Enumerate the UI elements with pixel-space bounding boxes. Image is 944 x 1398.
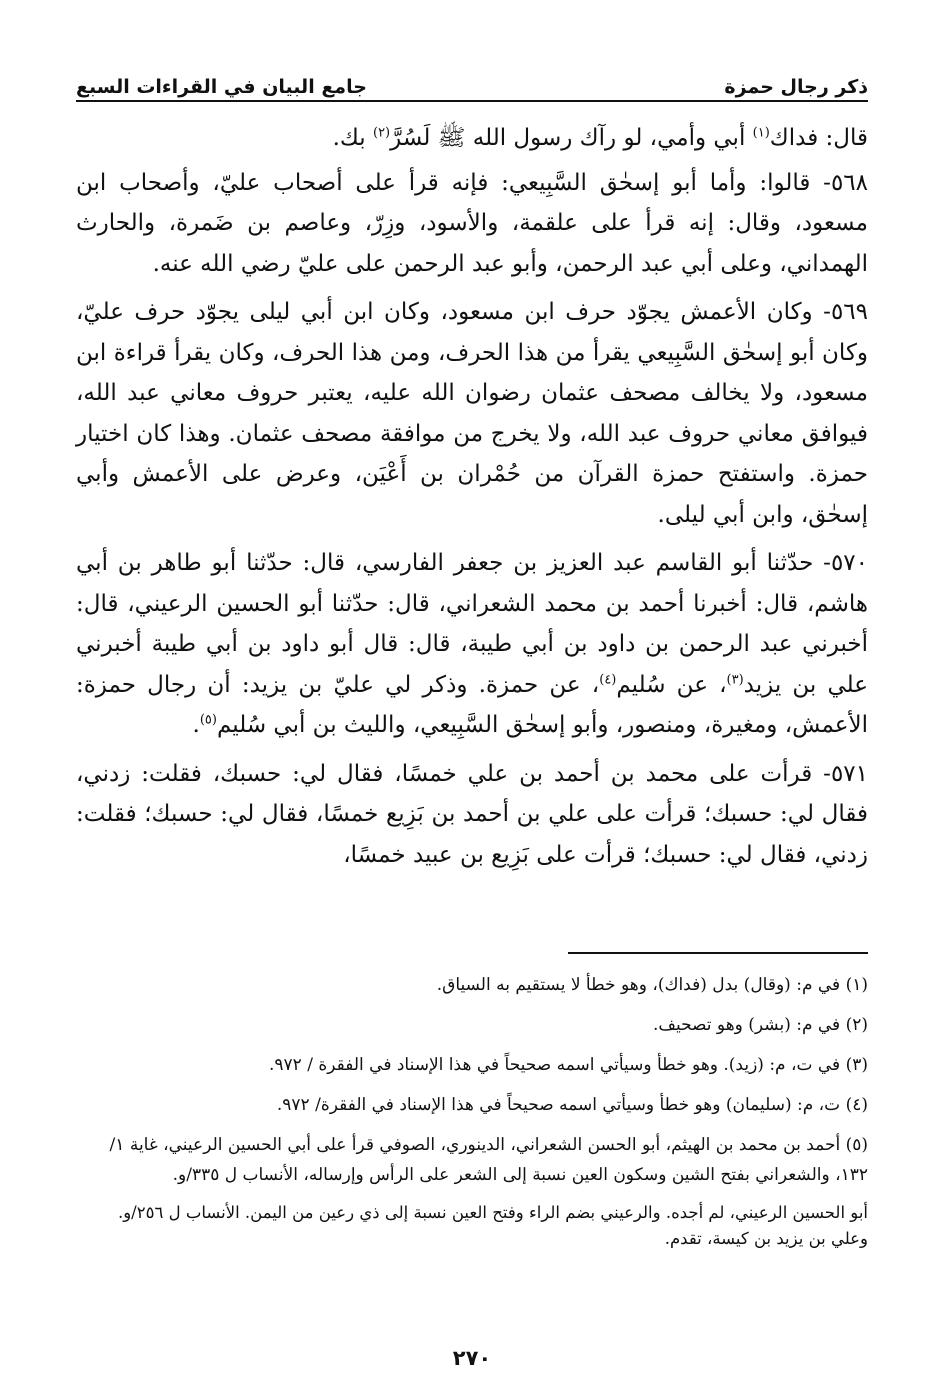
footnote-ref-4: (٤) xyxy=(599,671,617,687)
paragraph-568 xyxy=(76,163,868,285)
paragraph-569 xyxy=(76,292,868,535)
text-segment: ، عن حمزة. وذكر لي عليّ بن يزيد: أن رجال حمزة: الأعمش، ومغيرة، ومنصور، وأبو إسحٰق السَّبِيعي، والليث بن أبي سُليم xyxy=(76,671,868,738)
text-segment: ، عن سُليم xyxy=(616,671,727,698)
footnote-ref-1: (١) xyxy=(752,125,770,141)
paragraph-number: ٥٧١- xyxy=(823,760,868,787)
running-header xyxy=(76,62,868,98)
footnote-2: (٢) في م: (بشر) وهو تصحيف. xyxy=(652,1015,868,1035)
main-text xyxy=(76,118,868,883)
header-chapter-title: ذكر رجال حمزة xyxy=(724,76,868,98)
paragraph-571 xyxy=(76,754,868,876)
text-segment: قال: فداك xyxy=(769,125,868,151)
text-segment: . xyxy=(192,712,200,738)
text-segment: حدّثنا أبو القاسم عبد العزيز بن جعفر الفارسي، قال: حدّثنا أبو طاهر بن أبي هاشم، قال: أخبرنا أحمد بن محمد الشعراني، قال: حدّثنا أبو الحسين الرعيني، قال: أخبرني عبد الرحمن بن داود بن أبي طيبة، قال: قال أبو داود بن أبي طيبة أخبرني علي بن يزيد xyxy=(76,550,869,698)
paragraph-text: قرأت على محمد بن أحمد بن علي خمسًا، فقال لي: حسبك، فقلت: زدني، فقال لي: حسبك؛ قرأت على علي بن أحمد بن بَزِيع خمسًا، فقال لي: حسبك؛ فقلت: زدني، فقال لي: حسبك؛ قرأت على بَزِيع بن عبيد خمسًا، xyxy=(76,760,868,868)
paragraph-number: ٥٧٠- xyxy=(823,550,868,576)
text-segment: أبي وأمي، لو رآك رسول الله ﷺ لَسُرَّ xyxy=(390,125,753,151)
paragraph-text: قالوا: وأما أبو إسحٰق السَّبِيعي: فإنه قرأ على أصحاب عليّ، وأصحاب ابن مسعود، وقال: إنه قرأ على علقمة، والأسود، وزِرّ، وعاصم بن ضَمرة، والحارث الهمداني، وعلى أبي عبد الرحمن، وأبو عبد الرحمن على عليّ رضي الله عنه. xyxy=(76,169,868,277)
paragraph-570 xyxy=(76,543,868,746)
footnote-3: (٣) في ت، م: (زيد). وهو خطأ وسيأتي اسمه صحيحاً في هذا الإسناد في الفقرة / ٩٧٢. xyxy=(269,1055,868,1075)
paragraph-text: وكان الأعمش يجوّد حرف ابن مسعود، وكان ابن أبي ليلى يجوّد حرف عليّ، وكان أبو إسحٰق السَّبِيعي يقرأ من هذا الحرف، ومن هذا الحرف، وكان يقرأ قراءة ابن مسعود، ولا يخالف مصحف عثمان رضوان الله عليه، يعتبر حروف معاني عبد الله، فيوافق معاني حروف عبد الله، ولا يخرج من موافقة مصحف عثمان. وهذا كان اختيار حمزة. واستفتح حمزة القرآن من حُمْران بن أَعْيَن، وعرض على الأعمش وأبي إسحٰق، وابن أبي ليلى. xyxy=(76,299,868,528)
footnote-continuation: أبو الحسين الرعيني، لم أجده. والرعيني بضم الراء وفتح العين نسبة إلى ذي رعين من اليمن. الأنساب ل ٢٥٦/و. وعلي بن يزيد بن كيسة، تقدم. xyxy=(117,1203,868,1248)
footnote-ref-5: (٥) xyxy=(199,712,217,728)
footnote-ref-3: (٣) xyxy=(726,671,744,687)
footnote-separator xyxy=(568,952,868,954)
header-book-title: جامع البيان في القراءات السبع xyxy=(76,76,367,98)
paragraph-continuation xyxy=(76,118,868,159)
footnotes xyxy=(76,970,868,1262)
paragraph-number: ٥٦٨- xyxy=(823,169,868,196)
page-number: ٢٧٠ xyxy=(452,1346,492,1370)
text-segment: بك. xyxy=(332,125,373,151)
footnote-ref-2: (٢) xyxy=(372,125,391,141)
header-rule xyxy=(76,100,868,102)
footnote-5: (٥) أحمد بن محمد بن الهيثم، أبو الحسن الشعراني، الدينوري، الصوفي قرأ على أبي الحسين الرعيني، غاية ١/ ١٣٢، والشعراني بفتح الشين وسكون العين نسبة إلى الشعر على الرأس وإرساله، الأنساب ل ٣٣٥/و. xyxy=(109,1135,868,1185)
paragraph-number: ٥٦٩- xyxy=(823,299,868,325)
footnote-1: (١) في م: (وقال) بدل (فداك)، وهو خطأ لا يستقيم به السياق. xyxy=(436,975,868,995)
footnote-4: (٤) ت، م: (سليمان) وهو خطأ وسيأتي اسمه صحيحاً في هذا الإسناد في الفقرة/ ٩٧٢. xyxy=(276,1095,868,1115)
